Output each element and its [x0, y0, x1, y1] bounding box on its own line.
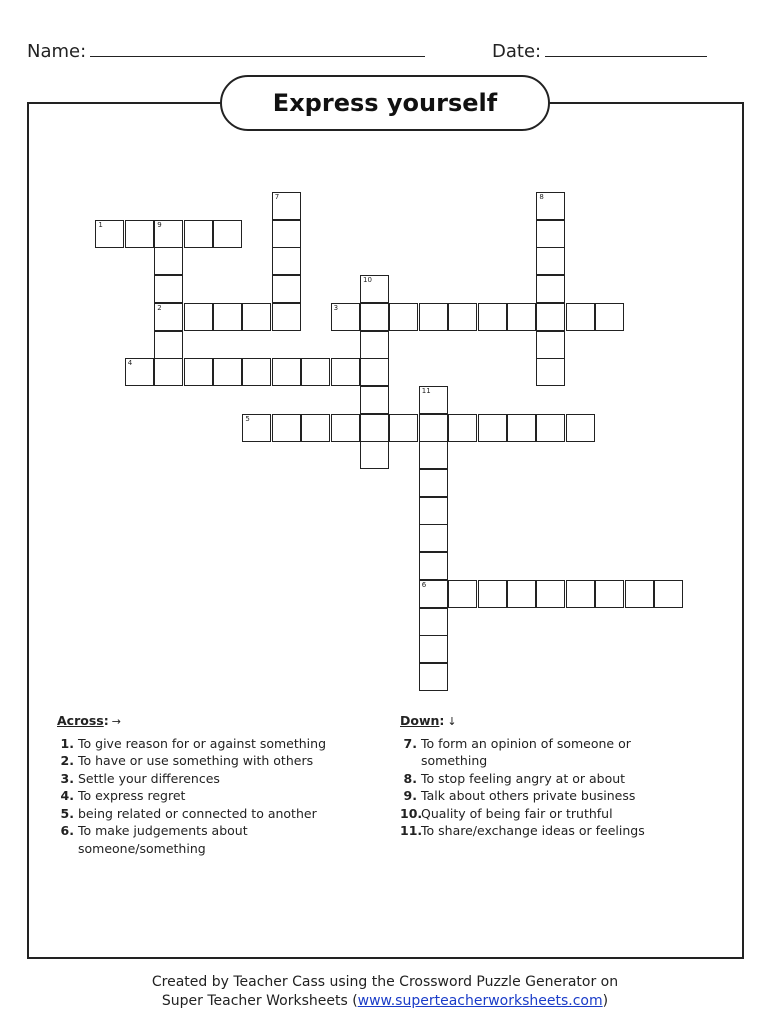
grid-cell[interactable]: [331, 303, 360, 331]
grid-cell[interactable]: [154, 247, 183, 275]
clue-number-label: 4.: [60, 788, 74, 803]
grid-cell[interactable]: [419, 469, 448, 497]
clue-text: Talk about others private business: [421, 788, 636, 803]
grid-cell[interactable]: [507, 414, 536, 442]
grid-cell[interactable]: [448, 414, 477, 442]
clue-number-label: 1.: [60, 735, 74, 751]
grid-cell[interactable]: [331, 358, 360, 386]
across-clues: [57, 712, 367, 857]
down-clue: [400, 805, 700, 823]
footer-credit: [0, 973, 770, 1011]
clue-text: To share/exchange ideas or feelings: [421, 823, 645, 838]
down-clue: [400, 735, 700, 770]
right-arrow-icon: →: [111, 715, 121, 728]
clue-number: 2: [157, 303, 162, 312]
down-clue: [400, 787, 700, 805]
grid-cell[interactable]: [536, 580, 565, 608]
grid-cell[interactable]: [360, 441, 389, 469]
across-heading: Across: →: [57, 713, 121, 728]
clue-text: To make judgements about someone/something: [78, 823, 248, 856]
grid-cell[interactable]: [478, 303, 507, 331]
clue-text: Quality of being fair or truthful: [421, 805, 613, 821]
across-clue: [57, 735, 367, 753]
clue-number-label: 11.: [400, 823, 423, 838]
clue-number: 5: [245, 414, 250, 423]
grid-cell[interactable]: [478, 580, 507, 608]
grid-cell[interactable]: [360, 386, 389, 414]
clue-number-label: 10.: [400, 805, 423, 821]
grid-cell[interactable]: [154, 358, 183, 386]
grid-cell[interactable]: [536, 247, 565, 275]
grid-cell[interactable]: [566, 414, 595, 442]
grid-cell[interactable]: [625, 580, 654, 608]
clue-number: 11: [421, 386, 431, 395]
grid-cell[interactable]: [419, 524, 448, 552]
clue-text: To stop feeling angry at or about: [421, 770, 626, 786]
clue-number: 3: [333, 303, 339, 312]
clue-text: To have or use something with others: [78, 753, 314, 768]
grid-cell[interactable]: [125, 220, 154, 248]
grid-cell[interactable]: [154, 303, 183, 331]
clue-text: Settle your differences: [78, 770, 220, 786]
clue-text: To express regret: [78, 788, 186, 803]
grid-cell[interactable]: [536, 358, 565, 386]
clue-number-label: 8.: [403, 770, 417, 786]
grid-cell[interactable]: [95, 220, 124, 248]
grid-cell[interactable]: [272, 220, 301, 248]
across-clue: [57, 787, 367, 805]
across-clue: [57, 822, 367, 857]
clue-number: 10: [363, 276, 372, 285]
date-label: Date:: [492, 41, 542, 62]
grid-cell[interactable]: [419, 441, 448, 469]
grid-cell[interactable]: [272, 358, 301, 386]
across-clue: [57, 752, 367, 770]
grid-cell[interactable]: [507, 580, 536, 608]
clue-number: 7: [274, 193, 280, 201]
grid-cell[interactable]: [154, 220, 183, 248]
grid-cell[interactable]: [419, 608, 448, 636]
grid-cell[interactable]: [389, 414, 418, 442]
grid-cell[interactable]: [301, 358, 330, 386]
grid-cell[interactable]: [389, 303, 418, 331]
grid-cell[interactable]: [360, 331, 389, 359]
clue-number-label: 5.: [60, 805, 74, 821]
grid-cell[interactable]: [184, 220, 213, 248]
name-label: Name:: [27, 41, 87, 62]
grid-cell[interactable]: [654, 580, 683, 608]
grid-cell[interactable]: [272, 247, 301, 275]
grid-cell[interactable]: [360, 275, 389, 303]
down-clue: [400, 770, 700, 788]
grid-cell[interactable]: [595, 580, 624, 608]
across-clue: [57, 805, 367, 823]
grid-cell[interactable]: [536, 303, 565, 331]
grid-cell[interactable]: [242, 358, 271, 386]
grid-cell[interactable]: [478, 414, 507, 442]
grid-cell[interactable]: [331, 414, 360, 442]
clue-text: being related or connected to another: [78, 805, 317, 821]
grid-cell[interactable]: [566, 303, 595, 331]
grid-cell[interactable]: [213, 220, 242, 248]
grid-cell[interactable]: [507, 303, 536, 331]
clue-number-label: 2.: [60, 753, 74, 768]
down-clues: [400, 712, 700, 840]
grid-cell[interactable]: [536, 220, 565, 248]
grid-cell[interactable]: [242, 414, 271, 442]
grid-cell[interactable]: [184, 303, 213, 331]
grid-cell[interactable]: [536, 192, 565, 220]
down-clue: [400, 822, 700, 840]
grid-cell[interactable]: [419, 663, 448, 691]
grid-cell[interactable]: [419, 497, 448, 525]
down-heading: Down: ↓: [400, 713, 457, 728]
across-clue-list: [57, 735, 367, 858]
grid-cell[interactable]: [419, 386, 448, 414]
grid-cell[interactable]: [154, 275, 183, 303]
grid-cell[interactable]: [566, 580, 595, 608]
clue-number: 1: [98, 220, 103, 229]
across-clue: [57, 770, 367, 788]
clue-number-label: 7.: [403, 735, 417, 751]
clue-number: 4: [127, 359, 133, 368]
grid-cell[interactable]: [448, 580, 477, 608]
footer-line-1: Created by Teacher Cass using the Crossword Puzzle Generator on: [151, 974, 619, 990]
grid-cell[interactable]: [213, 303, 242, 331]
grid-cell[interactable]: [595, 303, 624, 331]
grid-cell[interactable]: [154, 331, 183, 359]
grid-cell[interactable]: [536, 275, 565, 303]
grid-cell[interactable]: [360, 358, 389, 386]
clue-number: 6: [421, 580, 427, 589]
footer-link[interactable]: www.superteacherworksheets.com: [357, 993, 603, 1009]
grid-cell[interactable]: [419, 414, 448, 442]
grid-cell[interactable]: [272, 303, 301, 331]
grid-cell[interactable]: [301, 414, 330, 442]
clue-text: To give reason for or against something: [78, 735, 327, 751]
grid-cell[interactable]: [360, 303, 389, 331]
grid-cell[interactable]: [242, 303, 271, 331]
grid-cell[interactable]: [419, 303, 448, 331]
clue-number-label: 9.: [403, 788, 417, 803]
clue-number-label: 6.: [60, 823, 74, 838]
down-clue-list: [400, 735, 700, 840]
clue-number: 9: [157, 220, 162, 229]
grid-cell[interactable]: [213, 358, 242, 386]
grid-cell[interactable]: [536, 331, 565, 359]
grid-cell[interactable]: [272, 192, 301, 220]
grid-cell[interactable]: [419, 552, 448, 580]
down-arrow-icon: ↓: [447, 715, 457, 728]
grid-cell[interactable]: [272, 414, 301, 442]
clue-text: To form an opinion of someone or something: [421, 735, 631, 768]
grid-cell[interactable]: [448, 303, 477, 331]
grid-cell[interactable]: [125, 358, 154, 386]
clue-number: 8: [539, 193, 544, 201]
clue-number-label: 3.: [60, 770, 74, 786]
grid-cell[interactable]: [419, 635, 448, 663]
grid-cell[interactable]: [536, 414, 565, 442]
grid-cell[interactable]: [419, 580, 448, 608]
grid-cell[interactable]: [272, 275, 301, 303]
grid-cell[interactable]: [184, 358, 213, 386]
footer-line-2: Super Teacher Worksheets (www.superteacherworksheets.com): [161, 993, 609, 1009]
puzzle-title: Express yourself: [272, 89, 498, 117]
grid-cell[interactable]: [360, 414, 389, 442]
